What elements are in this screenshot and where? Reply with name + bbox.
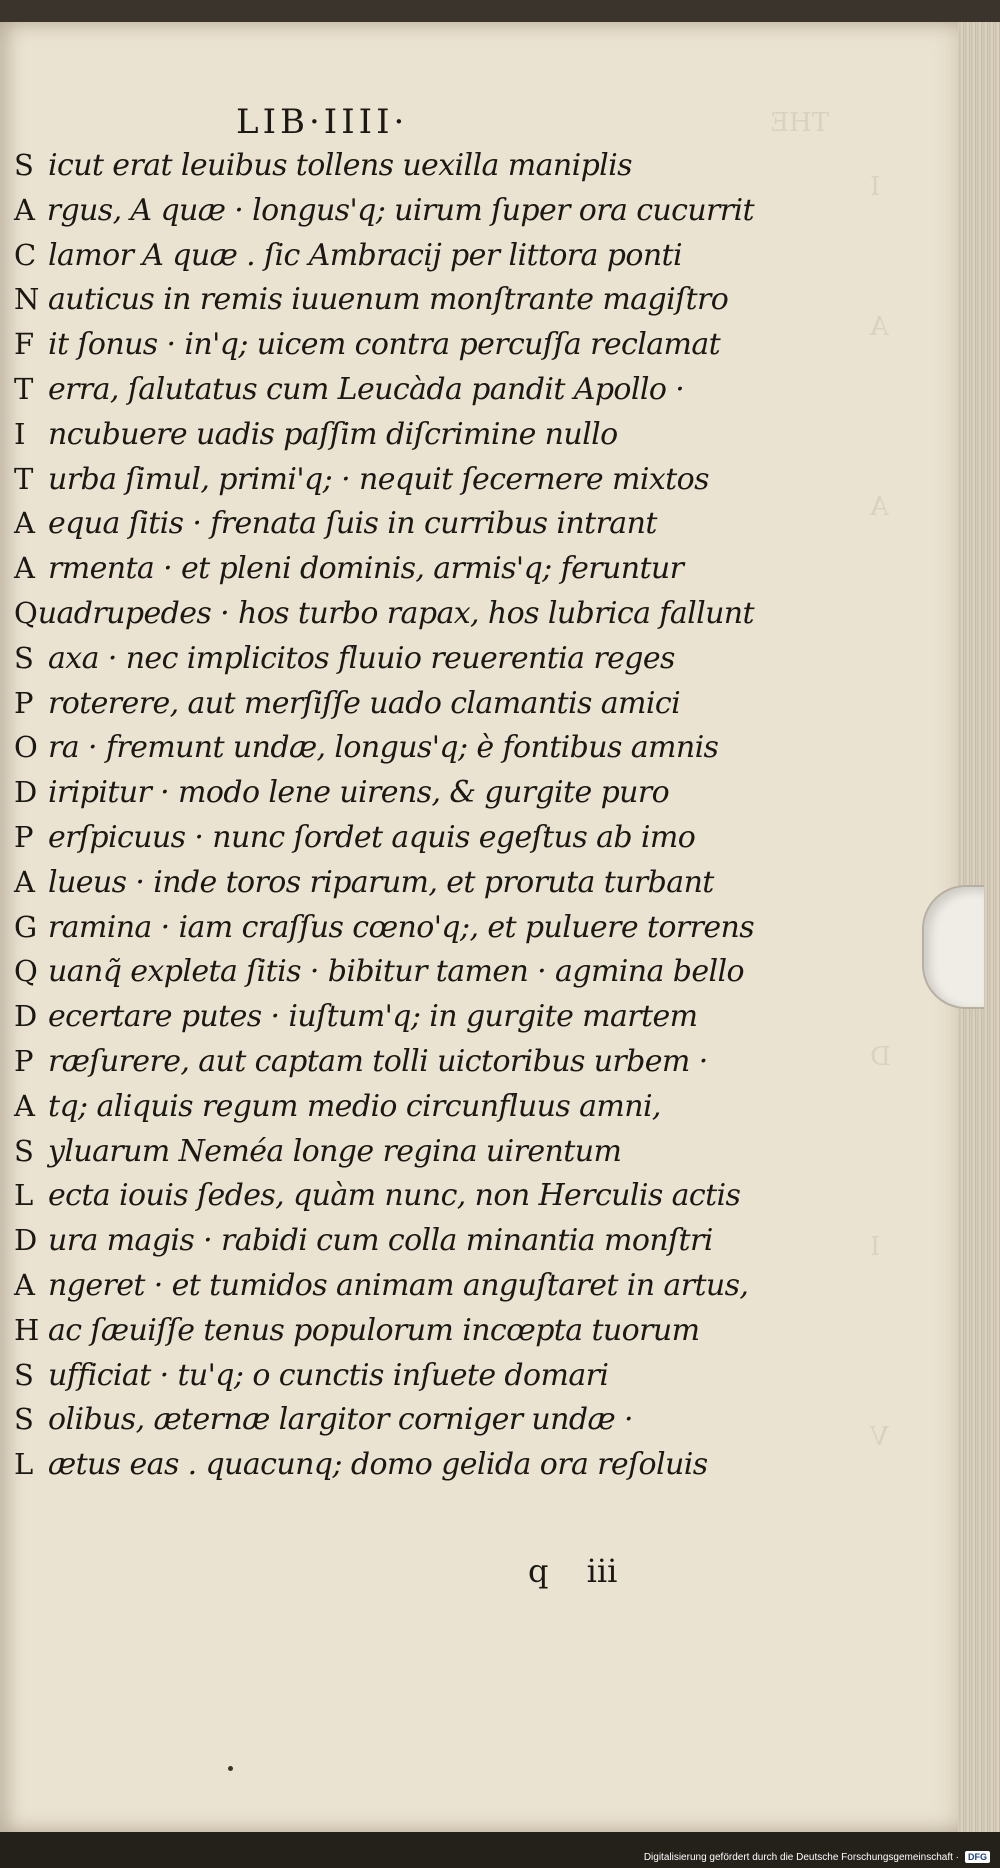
verse-line: [14, 596, 754, 641]
verse-initial: I: [14, 416, 26, 451]
verse-initial: L: [14, 1447, 34, 1482]
dfg-logo: DFG: [965, 1851, 990, 1863]
verse-initial: A: [14, 506, 35, 541]
verse-line: [14, 1134, 754, 1179]
verse-initial: S: [14, 148, 34, 182]
verse-text: ætus eas . quacunq; domo gelida ora reſoluis: [48, 1447, 708, 1483]
verse-line: [14, 1178, 754, 1223]
show-through-text: THE I A A D I V: [770, 108, 891, 1452]
verse-line: [14, 1223, 754, 1268]
verse-line: [14, 999, 754, 1044]
verse-initial: C: [14, 237, 37, 272]
verse-text: erſpicuus · nunc ſordet aquis egeſtus ab imo: [48, 819, 696, 855]
verse-text: ramina · iam craſſus cœno'q;, et puluere torrens: [47, 909, 754, 945]
verse-initial: D: [14, 775, 38, 810]
verse-initial: Q: [14, 595, 38, 630]
verse-text: icut erat leuibus tollens uexilla maniplis: [48, 148, 632, 183]
verse-text: erra, ſalutatus cum Leucàda pandit Apollo ·: [48, 371, 685, 407]
verse-text: rgus, A quæ · longus'q; uirum ſuper ora cucurrit: [46, 192, 754, 228]
verse-text: ncubuere uadis paſſim diſcrimine nullo: [48, 416, 618, 452]
verse-text: lamor A quæ . ſic Ambracij per littora ponti: [48, 237, 683, 273]
verse-initial: P: [14, 1043, 34, 1078]
ink-dot: [228, 1766, 233, 1771]
footer-credit: [644, 1850, 990, 1864]
verse-text: ac ſæuiſſe tenus populorum incœpta tuorum: [48, 1312, 700, 1348]
verse-text: urba ſimul, primi'q; · nequit ſecernere mixtos: [48, 461, 709, 497]
verse-initial: O: [14, 730, 38, 765]
verse-text: equa ſitis · frenata ſuis in curribus intrant: [48, 506, 657, 542]
verse-line: [14, 1044, 754, 1089]
verse-initial: Q: [14, 954, 38, 989]
verse-initial: S: [14, 1402, 34, 1437]
verse-initial: F: [14, 327, 35, 362]
verse-line: [14, 641, 754, 686]
verse-line: [14, 730, 754, 775]
verse-line: [14, 1358, 754, 1403]
verse-initial: N: [14, 282, 40, 317]
verse-initial: A: [14, 192, 35, 227]
verse-initial: A: [14, 1267, 35, 1302]
verse-initial: D: [14, 1223, 38, 1258]
verse-initial: S: [14, 1357, 34, 1392]
verse-line: [14, 910, 754, 955]
verse-initial: T: [14, 461, 34, 496]
verse-text: ngeret · et tumidos animam anguſtaret in artus,: [48, 1267, 749, 1303]
book-page: [0, 22, 975, 1832]
verse-initial: G: [14, 909, 38, 944]
verse-line: [14, 327, 754, 372]
verse-text: olibus, æternæ largitor corniger undæ ·: [48, 1402, 633, 1438]
verse-text: ræſurere, aut captam tolli uictoribus urbem ·: [48, 1043, 708, 1079]
verse-line: [14, 462, 754, 507]
verse-text: ura magis · rabidi cum colla minantia monſtri: [48, 1223, 713, 1259]
verse-text: ecertare putes · iuſtum'q; in gurgite martem: [48, 999, 698, 1035]
verse-initial: S: [14, 640, 34, 675]
verse-line: [14, 282, 754, 327]
footer-credit-text: Digitalisierung gefördert durch die Deutsche Forschungsgemeinschaft ·: [643, 1851, 959, 1863]
verse-text: rmenta · et pleni dominis, armis'q; feruntur: [48, 551, 684, 587]
verse-text: tq; aliquis regum medio circunfluus amni,: [48, 1088, 661, 1124]
verse-initial: A: [14, 1088, 35, 1123]
verse-line: [14, 193, 754, 238]
verse-text: ufficiat · tu'q; o cunctis inſuete domari: [48, 1357, 609, 1393]
verse-line: [14, 1268, 754, 1313]
verse-text: lueus · inde toros riparum, et proruta turbant: [48, 864, 714, 900]
verse-initial: P: [14, 819, 34, 854]
verse-text: uadrupedes · hos turbo rapax, hos lubrica fallunt: [37, 595, 754, 631]
verse-initial: P: [14, 685, 34, 720]
verse-text: ra · fremunt undæ, longus'q; è fontibus amnis: [48, 730, 719, 766]
book-clasp: [922, 885, 984, 1009]
verse-text: iripitur · modo lene uirens, & gurgite puro: [48, 775, 670, 811]
verse-line: [14, 551, 754, 596]
verse-line: [14, 417, 754, 462]
verse-line: [14, 686, 754, 731]
verse-initial: S: [14, 1133, 34, 1168]
verse-initial: T: [14, 371, 34, 406]
verse-text: ecta iouis ſedes, quàm nunc, non Herculis actis: [48, 1178, 741, 1214]
verse-block: [14, 148, 754, 1492]
verse-line: [14, 148, 754, 193]
verse-text: auticus in remis iuuenum monſtrante magiſtro: [48, 282, 729, 318]
verse-line: [14, 820, 754, 865]
verse-initial: A: [14, 551, 35, 586]
verse-text: roterere, aut merſiſſe uado clamantis amici: [48, 685, 681, 721]
verse-line: [14, 238, 754, 283]
verse-text: it ſonus · in'q; uicem contra percuſſa reclamat: [48, 327, 721, 363]
verse-text: yluarum Neméa longe regina uirentum: [48, 1133, 622, 1169]
verse-line: [14, 1089, 754, 1134]
verse-line: [14, 775, 754, 820]
verse-line: [14, 506, 754, 551]
verse-line: [14, 1313, 754, 1358]
page-header: LIB·IIII·: [236, 102, 409, 142]
verse-line: [14, 954, 754, 999]
verse-initial: H: [14, 1312, 40, 1347]
verse-line: [14, 372, 754, 417]
verse-line: [14, 1402, 754, 1447]
signature-mark: q iii: [528, 1552, 618, 1590]
verse-text: axa · nec implicitos fluuio reuerentia reges: [48, 640, 675, 676]
verse-line: [14, 865, 754, 910]
verse-initial: L: [14, 1178, 34, 1213]
verse-initial: A: [14, 864, 35, 899]
verse-line: [14, 1447, 754, 1492]
verse-text: uanq̃ expleta ſitis · bibitur tamen · agmina bello: [48, 954, 744, 990]
verse-initial: D: [14, 999, 38, 1034]
